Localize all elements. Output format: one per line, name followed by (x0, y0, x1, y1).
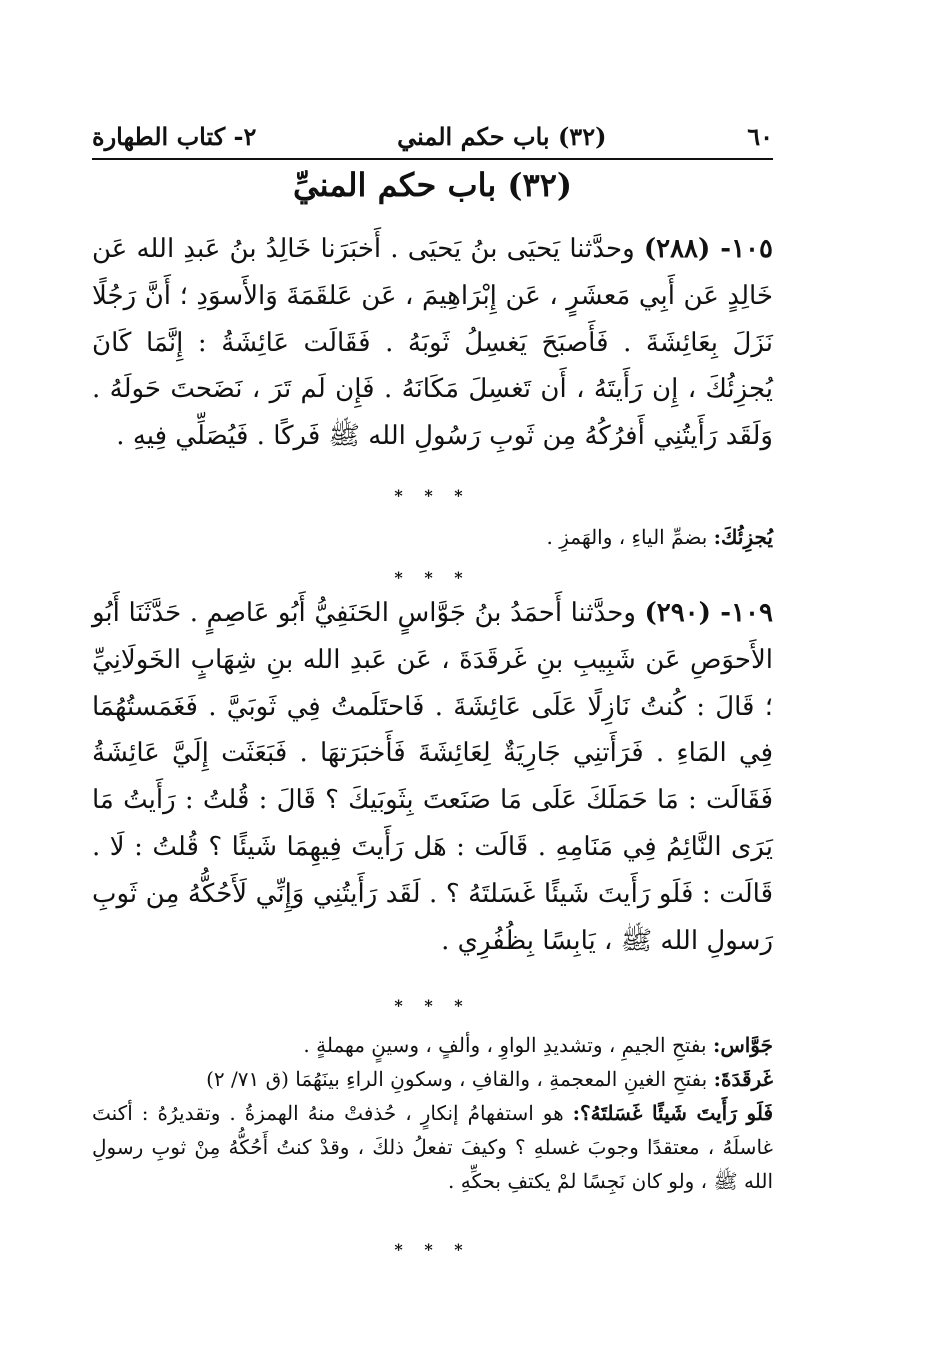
separator-2: * * * (394, 568, 471, 587)
chapter-title: (٣٢) باب حكم المنيِّ (292, 166, 573, 204)
separator-1: * * * (394, 486, 471, 505)
note-block-1 (92, 520, 773, 554)
note-text: هو استفهامُ إنكارٍ ، حُذفتْ منهُ الهمزةُ . وتقديرُهُ : أكنتَ غاسلَهُ ، معتقدًا وجوبَ غسلهِ ؟ وكيفَ تفعلُ ذلكَ ، وقدْ كنتُ أَحُكُّهُ مِنْ ثوبِ رسولِ الله ﷺ ، ولو كان نَجِسًا لمْ يكتفِ بحكِّهِ . (92, 1101, 773, 1193)
page-number: ٦٠ (747, 121, 773, 151)
note-line (92, 1062, 773, 1096)
note-text: بضمِّ الياءِ ، والهَمزِ . (546, 525, 708, 549)
note-term: يُجزِئُكَ: (713, 525, 773, 549)
hadith-109 (92, 590, 773, 964)
note-term: جَوَّاس: (712, 1033, 773, 1057)
hadith-105 (92, 226, 773, 460)
note-term: غَرقَدَةَ: (713, 1067, 773, 1091)
note-term: فَلَو رَأَيتَ شَيئًا غَسَلتَهُ؟: (572, 1101, 774, 1125)
note-line (92, 1028, 773, 1062)
hadith-text: وحدَّثنا أَحمَدُ بنُ جَوَّاسٍ الحَنَفِيُّ أَبُو عَاصِمٍ . حَدَّثَنَا أَبُو الأَحوَصِ عَن شَبِيبِ بنِ غَرقَدَةَ ، عَن عَبدِ الله بنِ شِهَابٍ الخَولَانِيِّ ؛ قَالَ : كُنتُ نَازِلًا عَلَى عَائِشَةَ . فَاحتَلَمتُ فِي ثَوبَيَّ . فَغَمَستُهُمَا فِي المَاءِ . فَرَأَتنِي جَارِيَةٌ لِعَائِشَةَ فَأَخبَرَتهَا . فَبَعَثَت إِلَيَّ عَائِشَةُ فَقَالَت : مَا حَمَلَكَ عَلَى مَا صَنَعتَ بِثَوبَيكَ ؟ قَالَ : قُلتُ : رَأَيتُ مَا يَرَى النَّائِمُ فِي مَنَامِهِ . قَالَت : هَل رَأَيتَ فِيهِمَا شَيئًا ؟ قُلتُ : لَا . قَالَت : فَلَو رَأَيتَ شَيئًا غَسَلتَهُ ؟ . لَقَد رَأَيتُنِي وَإِنِّي لَأَحُكُّهُ مِن ثَوبِ رَسولِ الله ﷺ ، يَابِسًا بِظُفُرِي . (92, 598, 773, 956)
separator-3: * * * (394, 996, 471, 1015)
running-header (92, 118, 773, 154)
note-text: بفتحِ الغينِ المعجمةِ ، والقافِ ، وسكونِ الراءِ بينَهُمَا (ق ٧١/ ٢) (206, 1067, 708, 1091)
separator-4: * * * (394, 1240, 471, 1259)
header-rule (92, 158, 773, 160)
hadith-text: وحدَّثنا يَحيَى بنُ يَحيَى . أَخبَرَنا خَالِدُ بنُ عَبدِ الله عَن خَالِدٍ عَن أَبِي مَعشَرٍ ، عَن إِبْرَاهِيمَ ، عَن عَلقَمَةَ وَالأَسوَدِ ؛ أَنَّ رَجُلًا نَزَلَ بِعَائِشَةَ . فَأَصبَحَ يَغسِلُ ثَوبَهُ . فَقَالَت عَائِشَةُ : إِنَّمَا كَانَ يُجزِئُكَ ، إِن رَأَيتَهُ ، أَن تَغسِلَ مَكَانَهُ . فَإِن لَم تَرَ ، نَضَحتَ حَولَهُ . وَلَقَد رَأَيتُنِي أَفرُكُهُ مِن ثَوبِ رَسُولِ الله ﷺ فَركًا . فَيُصَلِّي فِيهِ . (92, 234, 773, 452)
header-book-title: ٢- كتاب الطهارة (92, 121, 257, 151)
note-line (92, 1096, 773, 1198)
hadith-number: ١٠٩- (٢٩٠) (644, 598, 773, 628)
hadith-number: ١٠٥- (٢٨٨) (643, 234, 773, 264)
note-text: بفتحِ الجيمِ ، وتشديدِ الواوِ ، وألفٍ ، وسينٍ مهملةٍ . (303, 1033, 707, 1057)
header-section-title: (٣٢) باب حكم المني (397, 121, 607, 151)
note-block-2 (92, 1028, 773, 1198)
